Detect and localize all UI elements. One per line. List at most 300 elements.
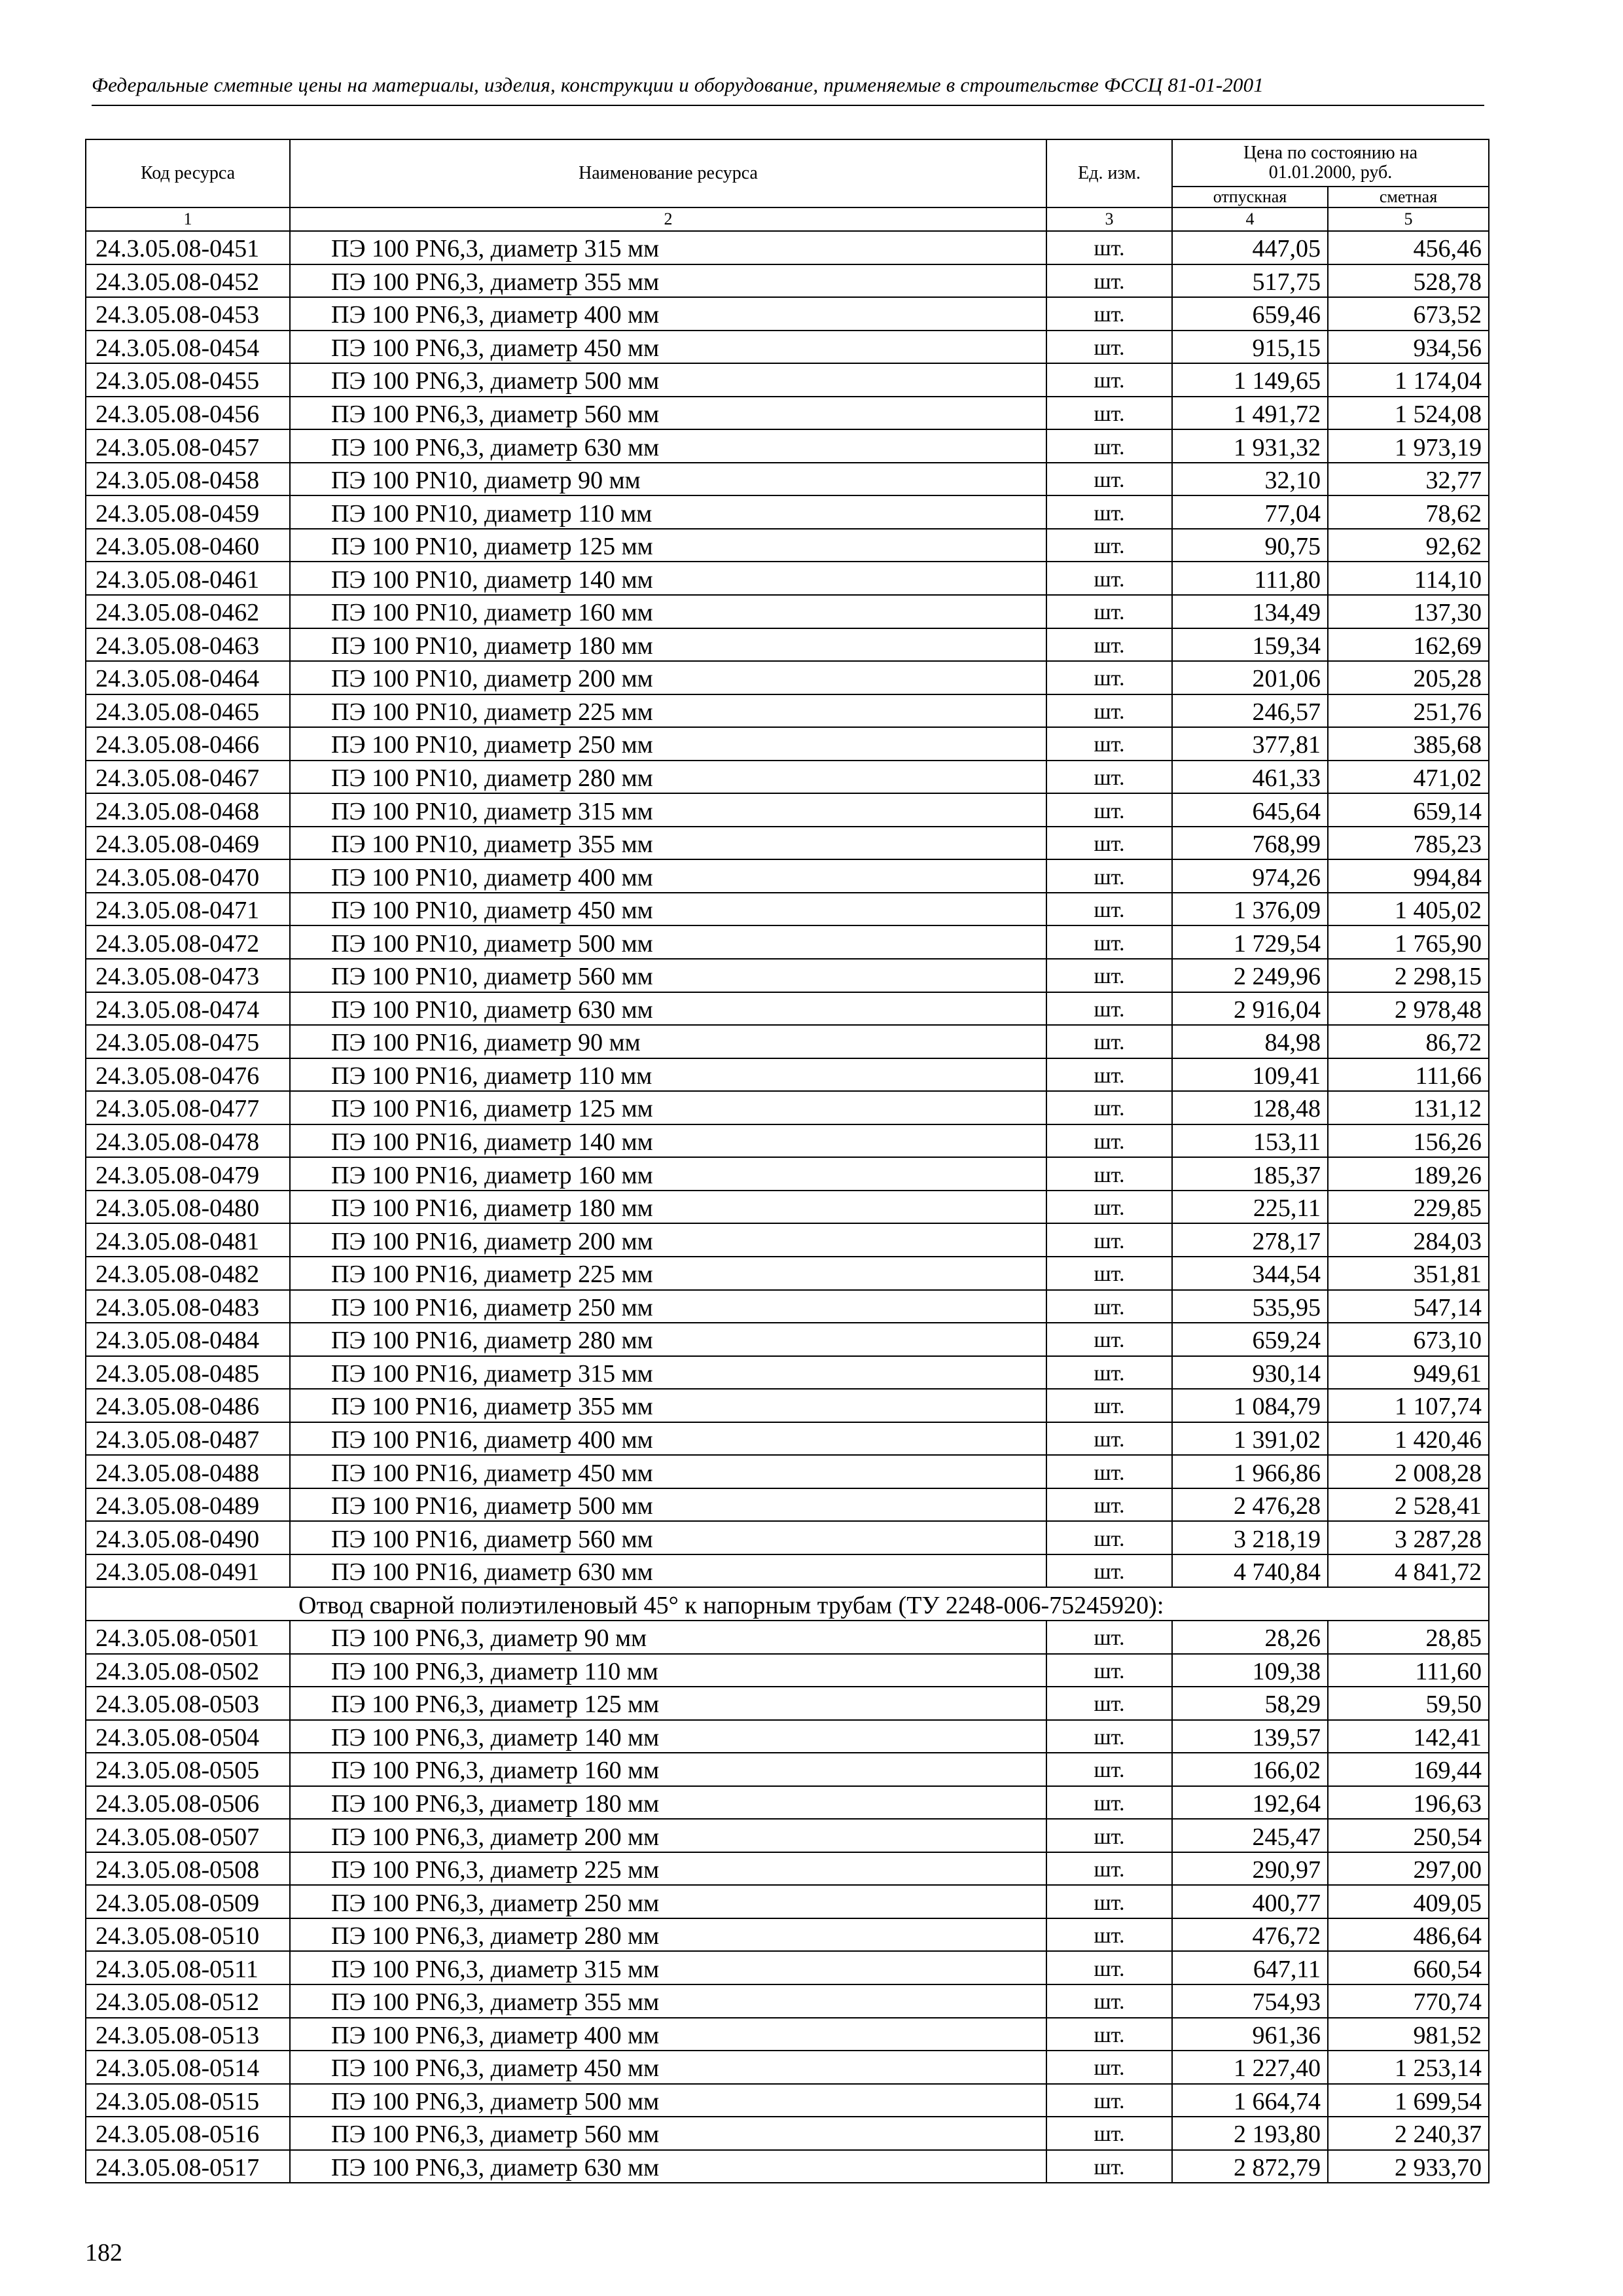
col-number: 2 <box>290 207 1046 231</box>
table-header <box>86 139 1489 231</box>
table-body-part2 <box>86 1621 1489 2183</box>
resource-code: 24.3.05.08-0516 <box>86 2117 290 2150</box>
unit-of-measure: шт. <box>1046 595 1172 628</box>
table-row <box>86 495 1489 529</box>
resource-name: ПЭ 100 PN6,3, диаметр 225 мм <box>290 1852 1046 1886</box>
table-row <box>86 1422 1489 1456</box>
unit-of-measure: шт. <box>1046 827 1172 860</box>
page-number: 182 <box>85 2239 122 2267</box>
resource-code: 24.3.05.08-0487 <box>86 1422 290 1456</box>
resource-name: ПЭ 100 PN16, диаметр 110 мм <box>290 1058 1046 1092</box>
release-price: 447,05 <box>1172 231 1328 264</box>
table-row <box>86 1984 1489 2018</box>
resource-name: ПЭ 100 PN10, диаметр 560 мм <box>290 959 1046 992</box>
release-price: 246,57 <box>1172 694 1328 728</box>
unit-of-measure: шт. <box>1046 463 1172 496</box>
unit-of-measure: шт. <box>1046 2051 1172 2084</box>
release-price: 166,02 <box>1172 1753 1328 1786</box>
release-price: 930,14 <box>1172 1356 1328 1390</box>
release-price: 461,33 <box>1172 761 1328 794</box>
resource-name: ПЭ 100 PN6,3, диаметр 560 мм <box>290 397 1046 430</box>
table-row <box>86 827 1489 860</box>
release-price: 377,81 <box>1172 727 1328 761</box>
unit-of-measure: шт. <box>1046 1918 1172 1952</box>
resource-code: 24.3.05.08-0469 <box>86 827 290 860</box>
section-title: Отвод сварной полиэтиленовый 45° к напорным трубам (ТУ 2248-006-75245920): <box>86 1587 1489 1621</box>
estimate-price: 1 107,74 <box>1328 1389 1489 1422</box>
table-row <box>86 297 1489 331</box>
estimate-price: 32,77 <box>1328 463 1489 496</box>
table-row <box>86 925 1489 959</box>
release-price: 134,49 <box>1172 595 1328 628</box>
unit-of-measure: шт. <box>1046 2084 1172 2117</box>
unit-of-measure: шт. <box>1046 331 1172 364</box>
resource-code: 24.3.05.08-0474 <box>86 992 290 1026</box>
table-row <box>86 331 1489 364</box>
estimate-price: 4 841,72 <box>1328 1554 1489 1588</box>
release-price: 84,98 <box>1172 1025 1328 1058</box>
table-row <box>86 1025 1489 1058</box>
estimate-price: 486,64 <box>1328 1918 1489 1952</box>
table-row <box>86 1521 1489 1554</box>
unit-of-measure: шт. <box>1046 1786 1172 1820</box>
resource-code: 24.3.05.08-0461 <box>86 562 290 595</box>
resource-name: ПЭ 100 PN6,3, диаметр 560 мм <box>290 2117 1046 2150</box>
unit-of-measure: шт. <box>1046 1091 1172 1124</box>
unit-of-measure: шт. <box>1046 1191 1172 1224</box>
release-price: 90,75 <box>1172 529 1328 562</box>
resource-name: ПЭ 100 PN6,3, диаметр 250 мм <box>290 1885 1046 1918</box>
column-number-row <box>86 207 1489 231</box>
unit-of-measure: шт. <box>1046 429 1172 463</box>
table-row <box>86 2117 1489 2150</box>
estimate-price: 297,00 <box>1328 1852 1489 1886</box>
resource-code: 24.3.05.08-0485 <box>86 1356 290 1390</box>
estimate-price: 189,26 <box>1328 1157 1489 1191</box>
estimate-price: 28,85 <box>1328 1621 1489 1654</box>
resource-name: ПЭ 100 PN6,3, диаметр 125 мм <box>290 1687 1046 1720</box>
table-row <box>86 529 1489 562</box>
release-price: 290,97 <box>1172 1852 1328 1886</box>
table-row <box>86 2150 1489 2183</box>
resource-name: ПЭ 100 PN6,3, диаметр 500 мм <box>290 2084 1046 2117</box>
estimate-price: 2 240,37 <box>1328 2117 1489 2150</box>
resource-code: 24.3.05.08-0464 <box>86 661 290 694</box>
release-price: 58,29 <box>1172 1687 1328 1720</box>
release-price: 245,47 <box>1172 1819 1328 1852</box>
estimate-price: 351,81 <box>1328 1257 1489 1290</box>
table-row <box>86 893 1489 926</box>
resource-name: ПЭ 100 PN6,3, диаметр 140 мм <box>290 1720 1046 1753</box>
resource-name: ПЭ 100 PN16, диаметр 200 мм <box>290 1223 1046 1257</box>
table-row <box>86 628 1489 662</box>
resource-name: ПЭ 100 PN16, диаметр 160 мм <box>290 1157 1046 1191</box>
table-row <box>86 1091 1489 1124</box>
release-price: 517,75 <box>1172 264 1328 298</box>
resource-code: 24.3.05.08-0458 <box>86 463 290 496</box>
unit-of-measure: шт. <box>1046 397 1172 430</box>
resource-code: 24.3.05.08-0463 <box>86 628 290 662</box>
unit-of-measure: шт. <box>1046 1058 1172 1092</box>
table-row <box>86 1455 1489 1488</box>
estimate-price: 3 287,28 <box>1328 1521 1489 1554</box>
release-price: 915,15 <box>1172 331 1328 364</box>
estimate-price: 1 699,54 <box>1328 2084 1489 2117</box>
col-number: 5 <box>1328 207 1489 231</box>
resource-code: 24.3.05.08-0509 <box>86 1885 290 1918</box>
resource-code: 24.3.05.08-0465 <box>86 694 290 728</box>
table-row <box>86 1191 1489 1224</box>
resource-code: 24.3.05.08-0491 <box>86 1554 290 1588</box>
release-price: 1 391,02 <box>1172 1422 1328 1456</box>
resource-name: ПЭ 100 PN10, диаметр 140 мм <box>290 562 1046 595</box>
resource-code: 24.3.05.08-0459 <box>86 495 290 529</box>
unit-of-measure: шт. <box>1046 1521 1172 1554</box>
resource-name: ПЭ 100 PN6,3, диаметр 630 мм <box>290 2150 1046 2183</box>
release-price: 659,46 <box>1172 297 1328 331</box>
resource-code: 24.3.05.08-0512 <box>86 1984 290 2018</box>
resource-name: ПЭ 100 PN16, диаметр 560 мм <box>290 1521 1046 1554</box>
release-price: 1 931,32 <box>1172 429 1328 463</box>
resource-code: 24.3.05.08-0466 <box>86 727 290 761</box>
estimate-price: 205,28 <box>1328 661 1489 694</box>
release-price: 659,24 <box>1172 1323 1328 1356</box>
resource-name: ПЭ 100 PN10, диаметр 90 мм <box>290 463 1046 496</box>
resource-code: 24.3.05.08-0475 <box>86 1025 290 1058</box>
table-row <box>86 1124 1489 1158</box>
resource-code: 24.3.05.08-0457 <box>86 429 290 463</box>
resource-code: 24.3.05.08-0503 <box>86 1687 290 1720</box>
resource-code: 24.3.05.08-0477 <box>86 1091 290 1124</box>
resource-code: 24.3.05.08-0510 <box>86 1918 290 1952</box>
unit-of-measure: шт. <box>1046 1687 1172 1720</box>
resource-code: 24.3.05.08-0507 <box>86 1819 290 1852</box>
resource-name: ПЭ 100 PN10, диаметр 450 мм <box>290 893 1046 926</box>
resource-code: 24.3.05.08-0479 <box>86 1157 290 1191</box>
unit-of-measure: шт. <box>1046 231 1172 264</box>
estimate-price: 660,54 <box>1328 1951 1489 1984</box>
resource-name: ПЭ 100 PN6,3, диаметр 500 мм <box>290 363 1046 397</box>
estimate-price: 59,50 <box>1328 1687 1489 1720</box>
col-header-unit: Ед. изм. <box>1046 139 1172 207</box>
resource-name: ПЭ 100 PN16, диаметр 140 мм <box>290 1124 1046 1158</box>
estimate-price: 673,52 <box>1328 297 1489 331</box>
resource-code: 24.3.05.08-0515 <box>86 2084 290 2117</box>
resource-code: 24.3.05.08-0473 <box>86 959 290 992</box>
estimate-price: 934,56 <box>1328 331 1489 364</box>
release-price: 535,95 <box>1172 1290 1328 1323</box>
release-price: 344,54 <box>1172 1257 1328 1290</box>
estimate-price: 1 524,08 <box>1328 397 1489 430</box>
release-price: 153,11 <box>1172 1124 1328 1158</box>
resource-name: ПЭ 100 PN6,3, диаметр 200 мм <box>290 1819 1046 1852</box>
resource-code: 24.3.05.08-0501 <box>86 1621 290 1654</box>
resource-code: 24.3.05.08-0489 <box>86 1488 290 1522</box>
col-header-release-price: отпускная <box>1172 187 1328 207</box>
resource-code: 24.3.05.08-0470 <box>86 859 290 893</box>
estimate-price: 409,05 <box>1328 1885 1489 1918</box>
table-row <box>86 1223 1489 1257</box>
resource-name: ПЭ 100 PN10, диаметр 315 мм <box>290 793 1046 827</box>
release-price: 1 729,54 <box>1172 925 1328 959</box>
resource-name: ПЭ 100 PN6,3, диаметр 160 мм <box>290 1753 1046 1786</box>
resource-name: ПЭ 100 PN10, диаметр 200 мм <box>290 661 1046 694</box>
table-row <box>86 959 1489 992</box>
resource-name: ПЭ 100 PN6,3, диаметр 180 мм <box>290 1786 1046 1820</box>
release-price: 2 916,04 <box>1172 992 1328 1026</box>
table-row <box>86 1323 1489 1356</box>
table-row <box>86 429 1489 463</box>
resource-code: 24.3.05.08-0480 <box>86 1191 290 1224</box>
resource-name: ПЭ 100 PN10, диаметр 110 мм <box>290 495 1046 529</box>
resource-name: ПЭ 100 PN16, диаметр 315 мм <box>290 1356 1046 1390</box>
release-price: 961,36 <box>1172 2018 1328 2051</box>
resource-code: 24.3.05.08-0482 <box>86 1257 290 1290</box>
unit-of-measure: шт. <box>1046 2018 1172 2051</box>
resource-name: ПЭ 100 PN16, диаметр 280 мм <box>290 1323 1046 1356</box>
estimate-price: 1 973,19 <box>1328 429 1489 463</box>
estimate-price: 169,44 <box>1328 1753 1489 1786</box>
estimate-price: 86,72 <box>1328 1025 1489 1058</box>
resource-code: 24.3.05.08-0478 <box>86 1124 290 1158</box>
release-price: 400,77 <box>1172 1885 1328 1918</box>
unit-of-measure: шт. <box>1046 1157 1172 1191</box>
unit-of-measure: шт. <box>1046 661 1172 694</box>
release-price: 4 740,84 <box>1172 1554 1328 1588</box>
release-price: 768,99 <box>1172 827 1328 860</box>
table-row <box>86 1918 1489 1952</box>
estimate-price: 471,02 <box>1328 761 1489 794</box>
col-number: 4 <box>1172 207 1328 231</box>
estimate-price: 131,12 <box>1328 1091 1489 1124</box>
table-row <box>86 363 1489 397</box>
resource-code: 24.3.05.08-0505 <box>86 1753 290 1786</box>
release-price: 647,11 <box>1172 1951 1328 1984</box>
table-row <box>86 1488 1489 1522</box>
estimate-price: 547,14 <box>1328 1290 1489 1323</box>
release-price: 2 872,79 <box>1172 2150 1328 2183</box>
resource-code: 24.3.05.08-0502 <box>86 1654 290 1687</box>
unit-of-measure: шт. <box>1046 1885 1172 1918</box>
unit-of-measure: шт. <box>1046 1852 1172 1886</box>
release-price: 139,57 <box>1172 1720 1328 1753</box>
release-price: 185,37 <box>1172 1157 1328 1191</box>
release-price: 754,93 <box>1172 1984 1328 2018</box>
release-price: 77,04 <box>1172 495 1328 529</box>
resource-name: ПЭ 100 PN6,3, диаметр 315 мм <box>290 1951 1046 1984</box>
resource-name: ПЭ 100 PN16, диаметр 355 мм <box>290 1389 1046 1422</box>
estimate-price: 1 405,02 <box>1328 893 1489 926</box>
unit-of-measure: шт. <box>1046 297 1172 331</box>
table-row <box>86 694 1489 728</box>
estimate-price: 385,68 <box>1328 727 1489 761</box>
unit-of-measure: шт. <box>1046 1654 1172 1687</box>
resource-code: 24.3.05.08-0462 <box>86 595 290 628</box>
table-row <box>86 992 1489 1026</box>
unit-of-measure: шт. <box>1046 1720 1172 1753</box>
release-price: 974,26 <box>1172 859 1328 893</box>
resource-name: ПЭ 100 PN6,3, диаметр 450 мм <box>290 331 1046 364</box>
table-row <box>86 1819 1489 1852</box>
release-price: 1 491,72 <box>1172 397 1328 430</box>
resource-code: 24.3.05.08-0468 <box>86 793 290 827</box>
table-row <box>86 1157 1489 1191</box>
resource-code: 24.3.05.08-0467 <box>86 761 290 794</box>
table-row <box>86 1753 1489 1786</box>
unit-of-measure: шт. <box>1046 628 1172 662</box>
table-row <box>86 859 1489 893</box>
col-header-price-group: Цена по состоянию на 01.01.2000, руб. <box>1172 139 1489 187</box>
unit-of-measure: шт. <box>1046 1257 1172 1290</box>
estimate-price: 2 528,41 <box>1328 1488 1489 1522</box>
estimate-price: 114,10 <box>1328 562 1489 595</box>
resource-name: ПЭ 100 PN16, диаметр 450 мм <box>290 1455 1046 1488</box>
resource-name: ПЭ 100 PN6,3, диаметр 450 мм <box>290 2051 1046 2084</box>
estimate-price: 1 765,90 <box>1328 925 1489 959</box>
running-header: Федеральные сметные цены на материалы, изделия, конструкции и оборудование, применяемые в строительстве ФССЦ 81-01-2001 <box>92 73 1264 96</box>
col-header-name: Наименование ресурса <box>290 139 1046 207</box>
resource-name: ПЭ 100 PN16, диаметр 180 мм <box>290 1191 1046 1224</box>
resource-name: ПЭ 100 PN6,3, диаметр 110 мм <box>290 1654 1046 1687</box>
table-row <box>86 562 1489 595</box>
resource-code: 24.3.05.08-0486 <box>86 1389 290 1422</box>
release-price: 1 149,65 <box>1172 363 1328 397</box>
table-row <box>86 1257 1489 1290</box>
resource-code: 24.3.05.08-0472 <box>86 925 290 959</box>
resource-code: 24.3.05.08-0453 <box>86 297 290 331</box>
table-row <box>86 1621 1489 1654</box>
resource-code: 24.3.05.08-0508 <box>86 1852 290 1886</box>
table-row <box>86 595 1489 628</box>
unit-of-measure: шт. <box>1046 363 1172 397</box>
estimate-price: 785,23 <box>1328 827 1489 860</box>
resource-code: 24.3.05.08-0484 <box>86 1323 290 1356</box>
estimate-price: 78,62 <box>1328 495 1489 529</box>
release-price: 2 249,96 <box>1172 959 1328 992</box>
release-price: 2 193,80 <box>1172 2117 1328 2150</box>
resource-name: ПЭ 100 PN6,3, диаметр 630 мм <box>290 429 1046 463</box>
estimate-price: 1 420,46 <box>1328 1422 1489 1456</box>
unit-of-measure: шт. <box>1046 1323 1172 1356</box>
estimate-price: 251,76 <box>1328 694 1489 728</box>
unit-of-measure: шт. <box>1046 1290 1172 1323</box>
estimate-price: 456,46 <box>1328 231 1489 264</box>
col-header-estimate-price: сметная <box>1328 187 1489 207</box>
table-row <box>86 1885 1489 1918</box>
estimate-price: 528,78 <box>1328 264 1489 298</box>
unit-of-measure: шт. <box>1046 1753 1172 1786</box>
table-row <box>86 397 1489 430</box>
resource-code: 24.3.05.08-0452 <box>86 264 290 298</box>
estimate-price: 2 298,15 <box>1328 959 1489 992</box>
estimate-price: 156,26 <box>1328 1124 1489 1158</box>
resource-code: 24.3.05.08-0455 <box>86 363 290 397</box>
table-row <box>86 1951 1489 1984</box>
table-row <box>86 2051 1489 2084</box>
table-row <box>86 2084 1489 2117</box>
resource-name: ПЭ 100 PN10, диаметр 160 мм <box>290 595 1046 628</box>
estimate-price: 2 008,28 <box>1328 1455 1489 1488</box>
resource-name: ПЭ 100 PN6,3, диаметр 315 мм <box>290 231 1046 264</box>
release-price: 32,10 <box>1172 463 1328 496</box>
unit-of-measure: шт. <box>1046 1223 1172 1257</box>
release-price: 201,06 <box>1172 661 1328 694</box>
resource-name: ПЭ 100 PN16, диаметр 225 мм <box>290 1257 1046 1290</box>
resource-name: ПЭ 100 PN16, диаметр 500 мм <box>290 1488 1046 1522</box>
resource-name: ПЭ 100 PN10, диаметр 250 мм <box>290 727 1046 761</box>
resource-code: 24.3.05.08-0454 <box>86 331 290 364</box>
resource-name: ПЭ 100 PN10, диаметр 630 мм <box>290 992 1046 1026</box>
table-row <box>86 727 1489 761</box>
table-row <box>86 231 1489 264</box>
release-price: 109,38 <box>1172 1654 1328 1687</box>
table-row <box>86 661 1489 694</box>
release-price: 192,64 <box>1172 1786 1328 1820</box>
col-header-code: Код ресурса <box>86 139 290 207</box>
resource-name: ПЭ 100 PN16, диаметр 250 мм <box>290 1290 1046 1323</box>
resource-code: 24.3.05.08-0513 <box>86 2018 290 2051</box>
resource-name: ПЭ 100 PN10, диаметр 225 мм <box>290 694 1046 728</box>
table-row <box>86 1786 1489 1820</box>
table-row <box>86 1356 1489 1390</box>
resource-name: ПЭ 100 PN10, диаметр 280 мм <box>290 761 1046 794</box>
col-number: 1 <box>86 207 290 231</box>
estimate-price: 770,74 <box>1328 1984 1489 2018</box>
section-heading-group <box>86 1587 1489 1621</box>
unit-of-measure: шт. <box>1046 1455 1172 1488</box>
estimate-price: 196,63 <box>1328 1786 1489 1820</box>
estimate-price: 949,61 <box>1328 1356 1489 1390</box>
resource-name: ПЭ 100 PN10, диаметр 400 мм <box>290 859 1046 893</box>
resource-name: ПЭ 100 PN6,3, диаметр 355 мм <box>290 264 1046 298</box>
unit-of-measure: шт. <box>1046 694 1172 728</box>
unit-of-measure: шт. <box>1046 2150 1172 2183</box>
table-row <box>86 2018 1489 2051</box>
resource-code: 24.3.05.08-0476 <box>86 1058 290 1092</box>
release-price: 1 084,79 <box>1172 1389 1328 1422</box>
unit-of-measure: шт. <box>1046 1389 1172 1422</box>
table-row <box>86 463 1489 496</box>
release-price: 109,41 <box>1172 1058 1328 1092</box>
unit-of-measure: шт. <box>1046 761 1172 794</box>
release-price: 111,80 <box>1172 562 1328 595</box>
estimate-price: 229,85 <box>1328 1191 1489 1224</box>
release-price: 1 664,74 <box>1172 2084 1328 2117</box>
unit-of-measure: шт. <box>1046 859 1172 893</box>
resource-code: 24.3.05.08-0483 <box>86 1290 290 1323</box>
resource-name: ПЭ 100 PN16, диаметр 90 мм <box>290 1025 1046 1058</box>
estimate-price: 2 933,70 <box>1328 2150 1489 2183</box>
estimate-price: 162,69 <box>1328 628 1489 662</box>
table-row <box>86 1389 1489 1422</box>
estimate-price: 137,30 <box>1328 595 1489 628</box>
release-price: 225,11 <box>1172 1191 1328 1224</box>
unit-of-measure: шт. <box>1046 264 1172 298</box>
resource-code: 24.3.05.08-0481 <box>86 1223 290 1257</box>
release-price: 159,34 <box>1172 628 1328 662</box>
estimate-price: 250,54 <box>1328 1819 1489 1852</box>
table-row <box>86 1290 1489 1323</box>
resource-code: 24.3.05.08-0517 <box>86 2150 290 2183</box>
estimate-price: 1 174,04 <box>1328 363 1489 397</box>
resource-name: ПЭ 100 PN6,3, диаметр 355 мм <box>290 1984 1046 2018</box>
unit-of-measure: шт. <box>1046 562 1172 595</box>
release-price: 2 476,28 <box>1172 1488 1328 1522</box>
resource-code: 24.3.05.08-0511 <box>86 1951 290 1984</box>
unit-of-measure: шт. <box>1046 1621 1172 1654</box>
estimate-price: 284,03 <box>1328 1223 1489 1257</box>
unit-of-measure: шт. <box>1046 1124 1172 1158</box>
